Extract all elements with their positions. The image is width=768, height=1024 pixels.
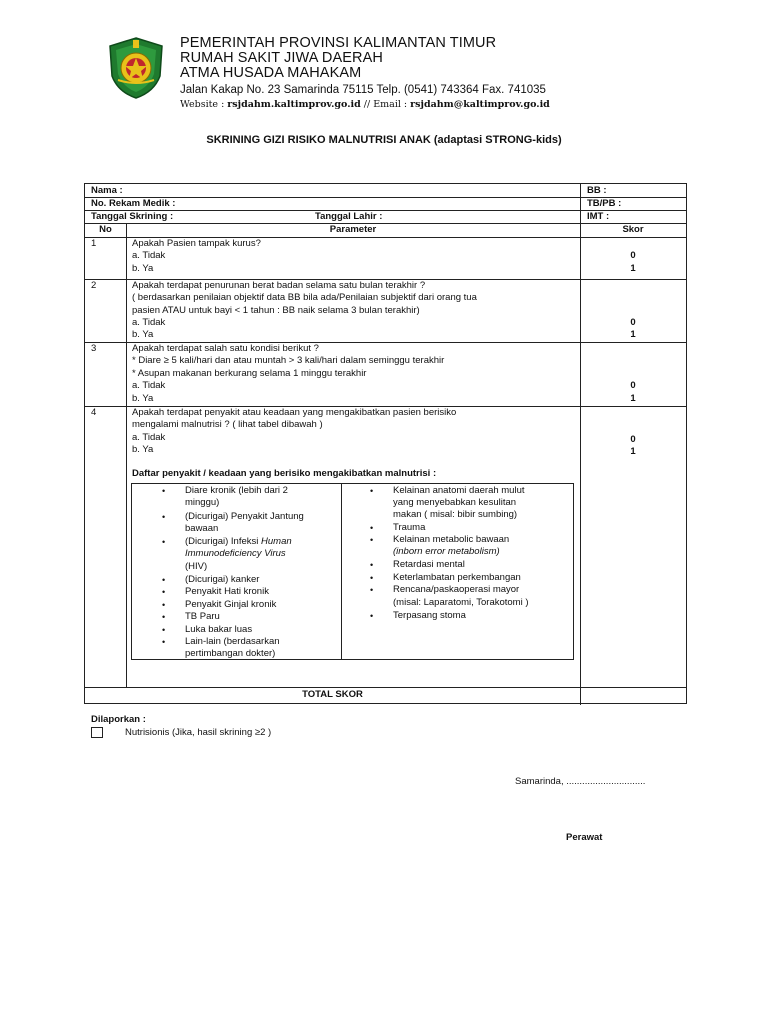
question-4-option-a[interactable]: a. Tidak	[132, 432, 166, 443]
disease-item	[185, 536, 292, 549]
weight-field[interactable]: BB :	[587, 185, 607, 196]
medical-record-field[interactable]: No. Rekam Medik :	[91, 198, 176, 209]
disease-item: yang menyebabkan kesulitan	[393, 497, 517, 508]
bullet-icon: •	[162, 587, 166, 597]
question-4-score-b: 1	[630, 446, 636, 457]
question-4-number: 4	[91, 407, 97, 418]
screening-table	[84, 183, 687, 704]
disease-item: (misal: Laparatomi, Torakotomi )	[393, 597, 529, 608]
nutritionist-checkbox[interactable]	[91, 727, 103, 738]
question-4-text: mengalami malnutrisi ? ( lihat tabel dibawah )	[132, 419, 323, 430]
bullet-icon: •	[370, 523, 374, 533]
disease-item: Penyakit Ginjal kronik	[185, 599, 277, 610]
bullet-icon: •	[370, 573, 374, 583]
question-2-text: Apakah terdapat penurunan berat badan selama satu bulan terakhir ?	[132, 280, 426, 291]
bullet-icon: •	[162, 600, 166, 610]
disease-item: Trauma	[393, 522, 426, 533]
question-3-score-b: 1	[630, 393, 636, 404]
disease-item: minggu)	[185, 497, 220, 508]
bullet-icon: •	[370, 585, 374, 595]
question-3-number: 3	[91, 343, 97, 354]
question-3-condition: * Asupan makanan berkurang selama 1 minggu terakhir	[132, 368, 367, 379]
contact-line	[180, 98, 550, 111]
question-4-option-b[interactable]: b. Ya	[132, 444, 154, 455]
question-1-option-a[interactable]: a. Tidak	[132, 250, 166, 261]
question-3-text: Apakah terdapat salah satu kondisi berikut ?	[132, 343, 319, 354]
bullet-icon: •	[162, 486, 166, 496]
disease-item: Terpasang stoma	[393, 610, 466, 621]
question-2-note: ( berdasarkan penilaian objektif data BB bila ada/Penilaian subjektif dari orang tua	[132, 292, 477, 303]
bmi-field[interactable]: IMT :	[587, 211, 610, 222]
question-2-note: pasien ATAU untuk bayi < 1 tahun : BB naik selama 3 bulan terakhir)	[132, 305, 420, 316]
question-1-option-b[interactable]: b. Ya	[132, 263, 154, 274]
bullet-icon: •	[370, 611, 374, 621]
website-label: Website :	[180, 99, 228, 110]
disease-item: Rencana/paskaoperasi mayor	[393, 584, 520, 595]
east-kalimantan-crest-icon	[104, 36, 168, 100]
disease-item: pertimbangan dokter)	[185, 648, 276, 659]
hospital-type: RUMAH SAKIT JIWA DAERAH	[180, 50, 383, 66]
column-header-parameter: Parameter	[329, 224, 377, 235]
question-1-score-a: 0	[630, 250, 636, 261]
bullet-icon: •	[370, 535, 374, 545]
disease-item: TB Paru	[185, 611, 220, 622]
question-3-option-a[interactable]: a. Tidak	[132, 380, 166, 391]
disease-item: Lain-lain (berdasarkan	[185, 636, 280, 647]
letterhead	[180, 36, 550, 111]
disease-item: Penyakit Hati kronik	[185, 586, 269, 597]
disease-item: (inborn error metabolism)	[393, 546, 500, 557]
bullet-icon: •	[370, 486, 374, 496]
form-title: SKRINING GIZI RISIKO MALNUTRISI ANAK (adaptasi STRONG-kids)	[206, 134, 562, 146]
disease-item: bawaan	[185, 523, 219, 534]
question-1-text: Apakah Pasien tampak kurus?	[132, 238, 261, 249]
question-3-score-a: 0	[630, 380, 636, 391]
question-1-score-b: 1	[630, 263, 636, 274]
bullet-icon: •	[162, 612, 166, 622]
name-field[interactable]: Nama :	[91, 185, 123, 196]
nutritionist-label: Nutrisionis (Jika, hasil skrining ≥2 )	[125, 727, 272, 738]
disease-item: Immunodeficiency Virus	[185, 548, 286, 559]
question-3-condition: * Diare ≥ 5 kali/hari dan atau muntah > 3 kali/hari dalam seminggu terakhir	[132, 355, 445, 366]
hospital-address: Jalan Kakap No. 23 Samarinda 75115 Telp. (0541) 743364 Fax. 741035	[180, 84, 546, 96]
disease-list-heading: Daftar penyakit / keadaan yang berisiko mengakibatkan malnutrisi :	[132, 468, 437, 479]
bullet-icon: •	[162, 637, 166, 647]
disease-item: Luka bakar luas	[185, 624, 253, 635]
disease-item: (HIV)	[185, 561, 208, 572]
hospital-name: ATMA HUSADA MAHAKAM	[180, 65, 362, 81]
bullet-icon: •	[162, 575, 166, 585]
total-score-label: TOTAL SKOR	[302, 689, 363, 700]
birth-date-field[interactable]: Tanggal Lahir :	[315, 211, 383, 222]
disease-item: makan ( misal: bibir sumbing)	[393, 509, 518, 520]
bullet-icon: •	[162, 512, 166, 522]
question-4-text: Apakah terdapat penyakit atau keadaan yang mengakibatkan pasien berisiko	[132, 407, 457, 418]
bullet-icon: •	[162, 625, 166, 635]
signer-label: Perawat	[566, 832, 603, 843]
question-2-option-b[interactable]: b. Ya	[132, 329, 154, 340]
question-4-score-a: 0	[630, 434, 636, 445]
disease-item-italic: Human	[261, 536, 292, 547]
question-2-option-a[interactable]: a. Tidak	[132, 317, 166, 328]
place-date-line: Samarinda, ..............................	[515, 776, 646, 787]
disease-item: Kelainan metabolic bawaan	[393, 534, 510, 545]
question-2-score-a: 0	[630, 317, 636, 328]
reported-label: Dilaporkan :	[91, 714, 146, 725]
question-2-score-b: 1	[630, 329, 636, 340]
disease-item: Diare kronik (lebih dari 2	[185, 485, 288, 496]
bullet-icon: •	[370, 560, 374, 570]
website-link[interactable]: rsjdahm.kaltimprov.go.id	[227, 99, 361, 110]
column-header-score: Skor	[622, 224, 644, 235]
email-link[interactable]: rsjdahm@kaltimprov.go.id	[410, 99, 550, 110]
disease-item: Keterlambatan perkembangan	[393, 572, 521, 583]
bullet-icon: •	[162, 537, 166, 547]
disease-item-text: (Dicurigai) Infeksi	[185, 536, 262, 547]
question-1-number: 1	[91, 238, 97, 249]
disease-item: (Dicurigai) kanker	[185, 574, 260, 585]
disease-item: Kelainan anatomi daerah mulut	[393, 485, 525, 496]
height-field[interactable]: TB/PB :	[587, 198, 622, 209]
screening-date-field[interactable]: Tanggal Skrining :	[91, 211, 174, 222]
column-header-no: No	[99, 224, 112, 235]
government-name: PEMERINTAH PROVINSI KALIMANTAN TIMUR	[180, 35, 497, 51]
email-label: // Email :	[360, 99, 411, 110]
disease-list-table	[131, 483, 574, 660]
disease-item: (Dicurigai) Penyakit Jantung	[185, 511, 304, 522]
disease-item: Retardasi mental	[393, 559, 465, 570]
question-3-option-b[interactable]: b. Ya	[132, 393, 154, 404]
question-2-number: 2	[91, 280, 97, 291]
